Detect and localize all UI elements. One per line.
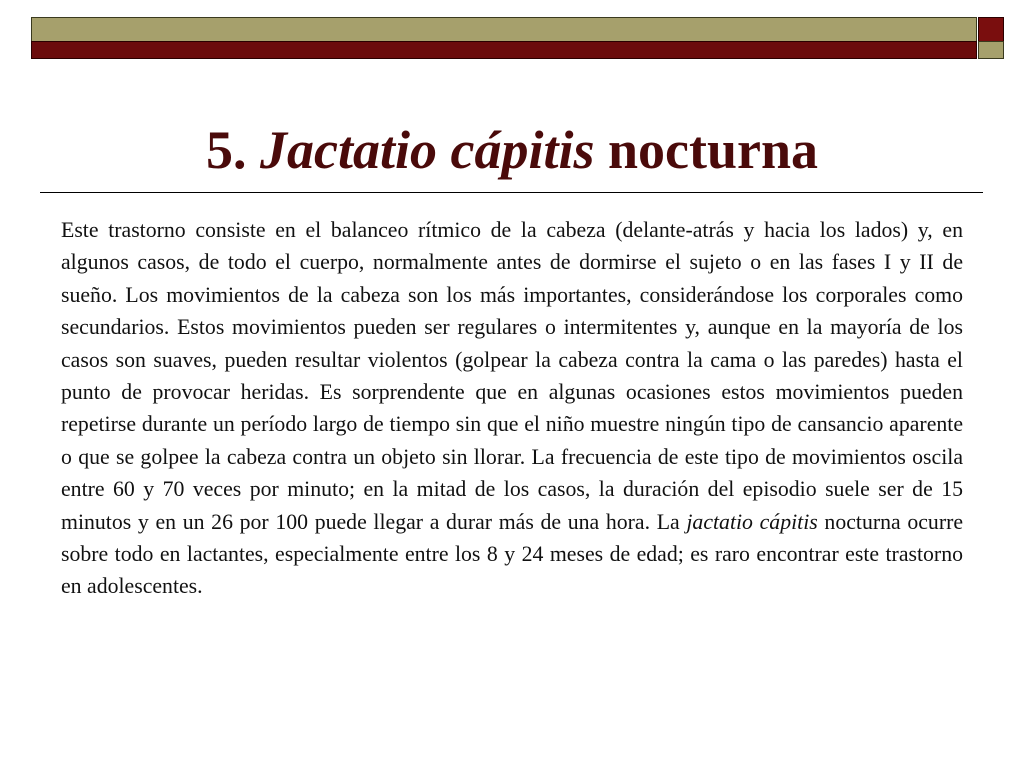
title-divider	[40, 192, 983, 193]
title-rest: nocturna	[607, 120, 818, 180]
title-number: 5.	[206, 120, 247, 180]
title-italic: Jactatio cápitis	[260, 120, 595, 180]
slide-title	[0, 118, 1024, 182]
slide-body	[61, 214, 963, 603]
body-text-italic: jactatio cápitis	[686, 509, 818, 534]
header-square-red	[978, 17, 1004, 42]
header-square-olive	[978, 41, 1004, 59]
body-text-part1: Este trastorno consiste en el balanceo rítmico de la cabeza (delante-atrás y hacia los lados) y, en algunos casos, de todo el cuerpo, normalmente antes de dormirse el sujeto o en las fases I y II de sueño. Los movimientos de la cabeza son los más importantes, considerándose los corporales como secundarios. Estos movimientos pueden ser regulares o intermitentes y, aunque en la mayoría de los casos son suaves, pueden resultar violentos (golpear la cabeza contra la cama o las paredes) hasta el punto de provocar heridas. Es sorprendente que en algunas ocasiones estos movimientos pueden repetirse durante un período largo de tiempo sin que el niño muestre ningún tipo de cansancio aparente o que se golpee la cabeza contra un objeto sin llorar. La frecuencia de este tipo de movimientos oscila entre 60 y 70 veces por minuto; en la mitad de los casos, la duración del episodio suele ser de 15 minutos y en un 26 por 100 puede llegar a durar más de una hora. La	[61, 218, 963, 534]
body-text-part2: nocturna ocurre sobre todo en lactantes, especialmente entre los 8 y 24 meses de edad; es raro encontrar este trastorno en adolescentes.	[61, 509, 964, 599]
header-bar-red	[31, 41, 977, 59]
header-bar-olive	[31, 17, 977, 42]
